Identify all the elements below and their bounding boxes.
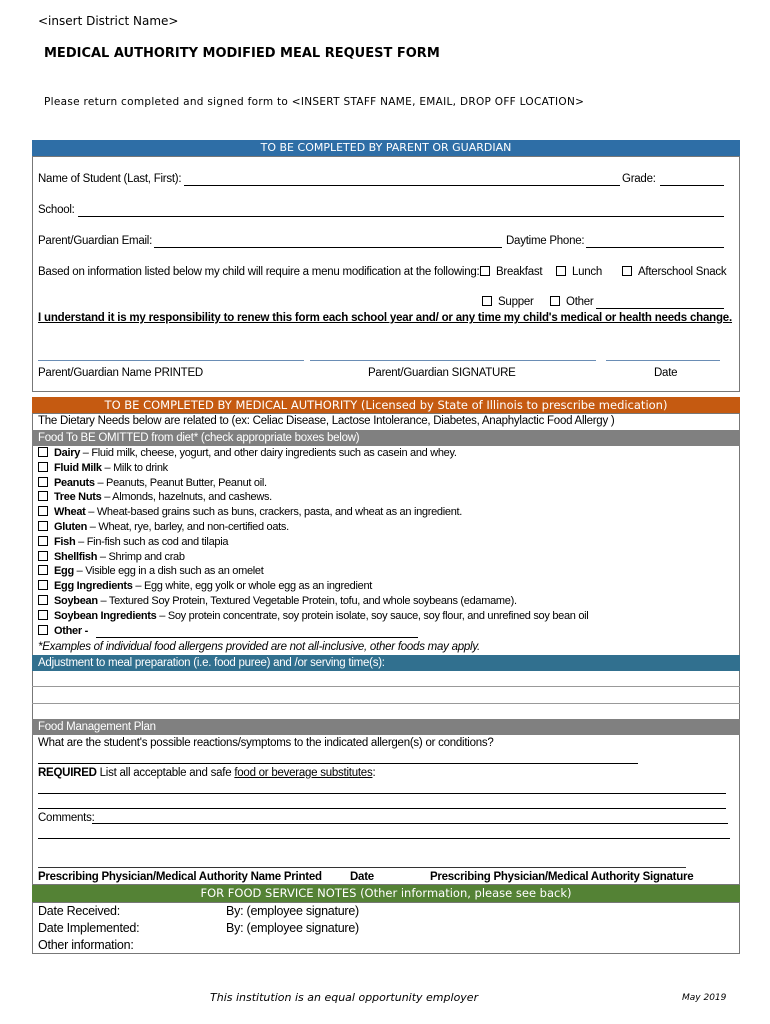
allergen-item[interactable] [38, 565, 264, 577]
adjustment-row-line[interactable] [32, 703, 740, 704]
physician-signature-label: Prescribing Physician/Medical Authority Signature [430, 871, 694, 883]
breakfast-option[interactable]: Breakfast [480, 266, 542, 278]
district-name: <insert District Name> [38, 14, 179, 28]
allergen-item[interactable] [38, 521, 289, 533]
dietary-note: The Dietary Needs below are related to (ex: Celiac Disease, Lactose Intolerance, Diabetes, Anaphylactic Food Allergy ) [38, 415, 615, 427]
required-colon: : [372, 767, 376, 779]
fmp-header-band: Food Management Plan [32, 719, 740, 735]
checkbox-icon[interactable] [38, 491, 48, 501]
required-text: List all acceptable and safe [96, 767, 235, 779]
allergen-name: Soybean Ingredients [54, 609, 157, 622]
parent-signature-label: Parent/Guardian SIGNATURE [368, 367, 516, 379]
checkbox-icon[interactable] [38, 477, 48, 487]
allergen-name: Dairy [54, 447, 81, 459]
physician-name-label: Prescribing Physician/Medical Authority Name Printed [38, 871, 322, 883]
responsibility-statement: I understand it is my responsibility to renew this form each school year and/ or any time my child's medical or health needs change. [38, 312, 733, 324]
allergen-item[interactable] [38, 625, 88, 637]
student-name-line[interactable] [184, 185, 620, 186]
checkbox-icon[interactable] [38, 536, 48, 546]
email-line[interactable] [154, 247, 502, 248]
email-label: Parent/Guardian Email: [38, 235, 153, 247]
allergen-footnote: *Examples of individual food allergens provided are not all-inclusive, other foods may apply. [38, 641, 480, 653]
checkbox-icon[interactable] [38, 565, 48, 575]
allergen-item[interactable] [38, 610, 588, 622]
checkbox-icon[interactable] [38, 447, 48, 457]
modification-text: Based on information listed below my child will require a menu modification at the following: [38, 266, 480, 278]
checkbox-icon[interactable] [38, 506, 48, 516]
comments-line[interactable] [92, 823, 728, 824]
adjustment-header-band: Adjustment to meal preparation (i.e. food puree) and /or serving time(s): [32, 655, 740, 671]
required-label: REQUIRED [38, 767, 97, 779]
afterschool-snack-option[interactable]: Afterschool Snack [622, 266, 726, 278]
required-substitutes [38, 767, 375, 779]
allergen-description: – Wheat, rye, barley, and non-certified oats. [87, 521, 289, 533]
lunch-option[interactable]: Lunch [556, 266, 602, 278]
allergen-description: – Egg white, egg yolk or whole egg as an ingredient [132, 580, 373, 593]
allergen-name: Other - [54, 624, 88, 637]
footer-date: May 2019 [682, 993, 727, 1003]
phone-line[interactable] [586, 247, 724, 248]
allergen-item[interactable] [38, 595, 517, 607]
checkbox-icon[interactable] [38, 551, 48, 561]
allergen-item[interactable] [38, 580, 372, 592]
substitutes-line[interactable] [38, 808, 726, 809]
allergen-name: Tree Nuts [54, 491, 102, 504]
physician-date-label: Date [350, 871, 374, 883]
checkbox-icon[interactable] [38, 521, 48, 531]
allergen-description: – Fluid milk, cheese, yogurt, and other dairy ingredients such as casein and whey. [80, 447, 457, 459]
allergen-name: Gluten [54, 521, 88, 533]
required-underlined: food or beverage substitutes [234, 767, 373, 779]
parent-date-line[interactable] [606, 360, 720, 361]
checkbox-icon[interactable] [556, 266, 566, 276]
medical-section-band: TO BE COMPLETED BY MEDICAL AUTHORITY (Licensed by State of Illinois to prescribe medication) [32, 397, 740, 413]
other-allergen-line[interactable] [96, 637, 418, 638]
checkbox-icon[interactable] [38, 625, 48, 635]
other-option[interactable]: Other [550, 296, 594, 308]
comments-line[interactable] [38, 838, 730, 839]
grade-label: Grade: [622, 173, 656, 185]
omit-header-band: Food To BE OMITTED from diet* (check appropriate boxes below) [32, 430, 740, 446]
return-note: Please return completed and signed form to <INSERT STAFF NAME, EMAIL, DROP OFF LOCATION> [44, 96, 585, 108]
phone-label: Daytime Phone: [506, 235, 585, 247]
grade-line[interactable] [660, 185, 724, 186]
food-service-band: FOR FOOD SERVICE NOTES (Other information, please see back) [32, 885, 740, 902]
allergen-description: – Visible egg in a dish such as an omelet [73, 565, 264, 578]
allergen-name: Fish [54, 535, 76, 548]
allergen-description: – Textured Soy Protein, Textured Vegetable Protein, tofu, and whole soybeans (edamame). [97, 595, 517, 607]
reactions-question: What are the student's possible reactions/symptoms to the indicated allergen(s) or conditions? [38, 737, 494, 749]
checkbox-icon[interactable] [550, 296, 560, 306]
allergen-item[interactable] [38, 462, 168, 474]
checkbox-icon[interactable] [38, 595, 48, 605]
by-signature-implemented: By: (employee signature) [226, 921, 359, 935]
reactions-line[interactable] [38, 763, 638, 764]
student-name-label: Name of Student (Last, First): [38, 173, 182, 185]
page-title: MEDICAL AUTHORITY MODIFIED MEAL REQUEST FORM [44, 46, 440, 61]
parent-signature-line[interactable] [310, 360, 596, 361]
allergen-description: – Soy protein concentrate, soy protein isolate, soy sauce, soy flour, and unrefined soy bean oil [156, 609, 589, 622]
allergen-name: Soybean [54, 595, 98, 607]
checkbox-icon[interactable] [622, 266, 632, 276]
allergen-description: – Peanuts, Peanut Butter, Peanut oil. [94, 476, 267, 489]
supper-option[interactable]: Supper [482, 296, 534, 308]
allergen-name: Peanuts [54, 476, 95, 489]
checkbox-icon[interactable] [480, 266, 490, 276]
physician-signature-line[interactable] [38, 867, 686, 868]
parent-name-printed-label: Parent/Guardian Name PRINTED [38, 367, 203, 379]
parent-date-label: Date [654, 367, 678, 379]
allergen-name: Egg [54, 565, 74, 578]
allergen-name: Wheat [54, 506, 86, 519]
allergen-name: Egg Ingredients [54, 580, 133, 593]
parent-section-band: TO BE COMPLETED BY PARENT OR GUARDIAN [32, 140, 740, 156]
allergen-name: Fluid Milk [54, 461, 102, 474]
allergen-item[interactable] [38, 491, 272, 503]
school-line[interactable] [78, 216, 724, 217]
allergen-item[interactable] [38, 447, 457, 459]
checkbox-icon[interactable] [482, 296, 492, 306]
allergen-description: – Wheat-based grains such as buns, crackers, pasta, and wheat as an ingredient. [85, 506, 463, 519]
allergen-item[interactable] [38, 506, 462, 518]
other-information-label: Other information: [38, 938, 134, 952]
allergen-item[interactable] [38, 477, 267, 489]
date-implemented-label: Date Implemented: [38, 921, 140, 935]
by-signature-received: By: (employee signature) [226, 904, 359, 918]
checkbox-icon[interactable] [38, 580, 48, 590]
date-received-label: Date Received: [38, 904, 120, 918]
parent-name-line[interactable] [38, 360, 304, 361]
allergen-description: – Fin-fish such as cod and tilapia [75, 535, 229, 548]
checkbox-icon[interactable] [38, 462, 48, 472]
equal-opportunity-statement: This institution is an equal opportunity employer [210, 991, 479, 1004]
allergen-description: – Almonds, hazelnuts, and cashews. [101, 491, 272, 504]
school-label: School: [38, 204, 75, 216]
allergen-item[interactable] [38, 536, 228, 548]
checkbox-icon[interactable] [38, 610, 48, 620]
adjustment-row-line[interactable] [32, 686, 740, 687]
other-meal-line[interactable] [596, 308, 724, 309]
allergen-description: – Milk to drink [101, 461, 168, 474]
allergen-name: Shellfish [54, 550, 98, 563]
substitutes-line[interactable] [38, 793, 726, 794]
allergen-item[interactable] [38, 551, 185, 563]
comments-label: Comments: [38, 812, 95, 824]
allergen-description: – Shrimp and crab [97, 550, 185, 563]
